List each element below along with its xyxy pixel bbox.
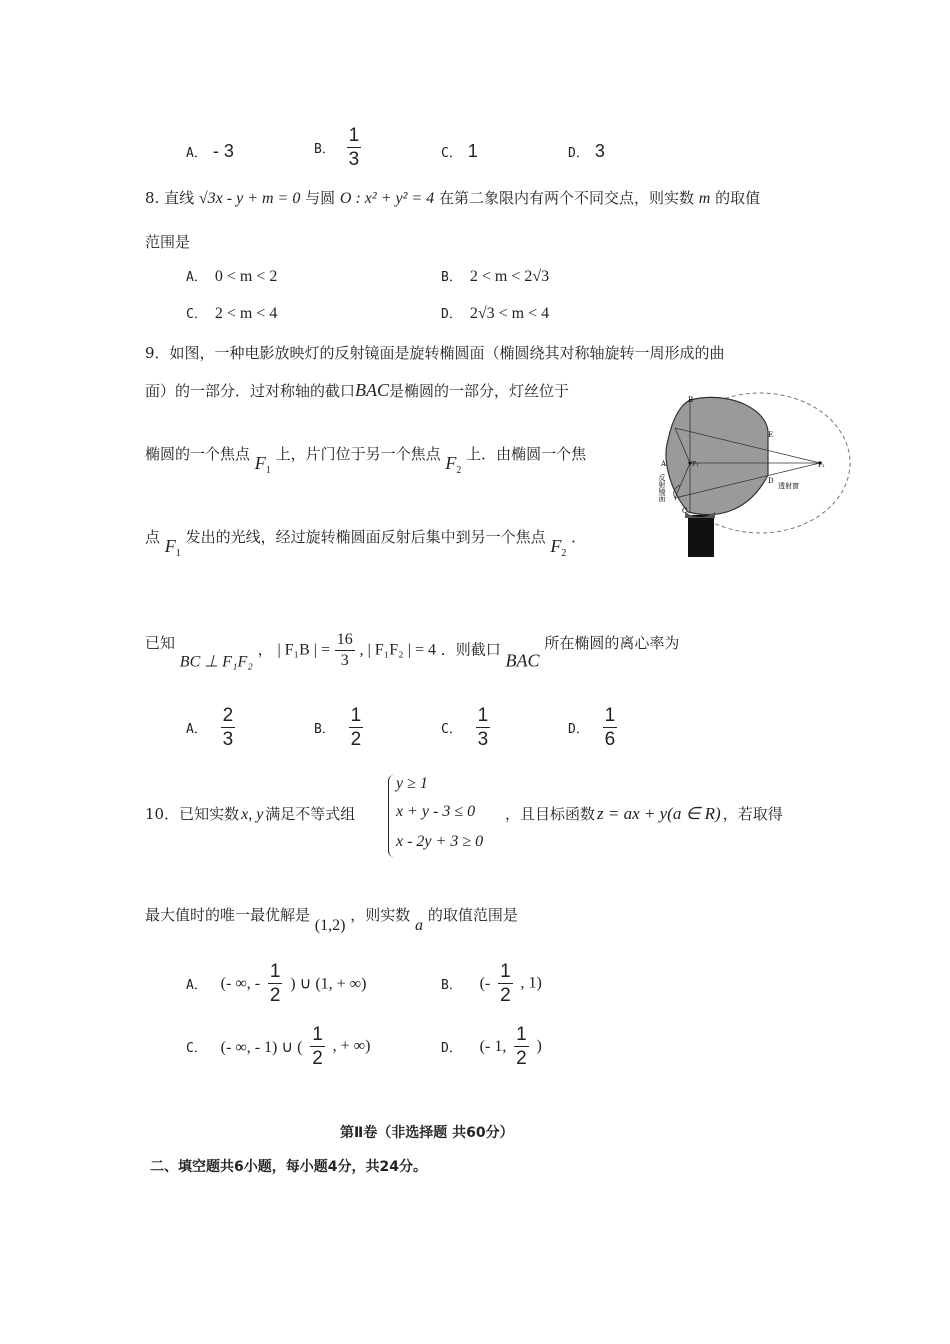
q7-option-c: C． 1 bbox=[441, 141, 478, 161]
q9-stem-line1: 9．如图，一种电影放映灯的反射镜面是旋转椭圆面（椭圆绕其对称轴旋转一周形成的曲 bbox=[145, 344, 725, 362]
q8-option-a: A． 0 < m < 2 bbox=[186, 268, 278, 285]
label-b: B bbox=[688, 396, 694, 404]
q8-option-d: D． 2√3 < m < 4 bbox=[441, 305, 550, 322]
q9-stem-line4: 点 $F_1$ 发出的光线，经过旋转椭圆面反射后集中到另一个焦点 $F_2$ ． bbox=[145, 528, 587, 559]
q9-stem-line3: 椭圆的一个焦点 $F_1$ 上，片门位于另一个焦点 $F_2$ 上．由椭圆一个焦 bbox=[145, 445, 587, 476]
q8-option-b: B． 2 < m < 2√3 bbox=[441, 268, 550, 285]
label-e: E bbox=[768, 431, 774, 439]
label-a: A bbox=[661, 460, 667, 468]
part2-section-heading: 二、填空题共6小题，每小题4分，共24分。 bbox=[150, 1159, 427, 1175]
q9-option-b: B． $\frac{1}{2}$ bbox=[314, 705, 362, 750]
q10-stem-line2: 最大值时的唯一最优解是 (1,2) ，则实数 a 的取值范围是 bbox=[145, 906, 518, 934]
q10-option-b: B． (- $\frac{1}{2}$ , 1) bbox=[441, 961, 542, 1006]
q9-option-c: C． $\frac{1}{3}$ bbox=[441, 705, 489, 750]
reflector-body bbox=[666, 397, 768, 514]
lamp-stand bbox=[688, 515, 714, 557]
q10-ineq-1: y ≥ 1 bbox=[396, 775, 428, 792]
projector-lamp-figure bbox=[650, 390, 855, 560]
label-mirror: 反射镜面 bbox=[658, 474, 666, 502]
q9-stem-line2: 面）的一部分．过对称轴的截口BAC是椭圆的一部分，灯丝位于 bbox=[145, 380, 570, 400]
q10-option-d: D． (- 1, $\frac{1}{2}$ ) bbox=[441, 1024, 542, 1069]
q9-option-d: D． $\frac{1}{6}$ bbox=[568, 705, 616, 750]
q10-stem: 10．已知实数 x, y 满足不等式组 bbox=[145, 805, 356, 823]
label-c: C bbox=[682, 507, 688, 515]
q10-ineq-2: x + y - 3 ≤ 0 bbox=[396, 803, 476, 820]
q8-option-c: C． 2 < m < 4 bbox=[186, 305, 278, 322]
q8-circle-equation: O : x² + y² = 4 bbox=[339, 190, 435, 207]
q9-option-a: A． $\frac{2}{3}$ bbox=[186, 705, 234, 750]
q7-option-a: A． - 3 bbox=[186, 141, 234, 161]
q9-stem-line5: 已知 BC ⊥ F₁F₂ ， | F₁B | = $\frac{16}{3}$ , | F₁F₂ | = 4 ．则截口 BAC 所在椭圆的离心率为 bbox=[145, 631, 680, 671]
q7-option-b: B． $\frac{1}{3}$ bbox=[314, 125, 360, 170]
q10-option-a: A． (- ∞, - $\frac{1}{2}$ ) ∪ (1, + ∞) bbox=[186, 961, 367, 1006]
q10-stem-cont: ，且目标函数 z = ax + y(a ∈ R) ，若取得 bbox=[505, 804, 783, 823]
label-f1: F₁ bbox=[692, 461, 699, 468]
q10-option-c: C． (- ∞, - 1) ∪ ( $\frac{1}{2}$ , + ∞) bbox=[186, 1024, 371, 1069]
q8-stem-line2: 范围是 bbox=[145, 233, 191, 251]
label-f2: F₂ bbox=[818, 462, 825, 469]
part2-title: 第Ⅱ卷（非选择题 共60分） bbox=[340, 1125, 514, 1141]
label-window: 透射窗 bbox=[778, 482, 799, 490]
q7-option-d: D． 3 bbox=[568, 141, 605, 161]
q8-line-equation: √3x - y + m = 0 bbox=[198, 190, 301, 207]
q8-stem: 8. 直线 √3x - y + m = 0 与圆 O : x² + y² = 4 在第二象限内有两个不同交点，则实数 m 的取值 bbox=[145, 189, 761, 207]
q10-ineq-3: x - 2y + 3 ≥ 0 bbox=[396, 833, 484, 850]
label-d: D bbox=[768, 477, 774, 485]
q10-system-brace bbox=[388, 775, 395, 857]
